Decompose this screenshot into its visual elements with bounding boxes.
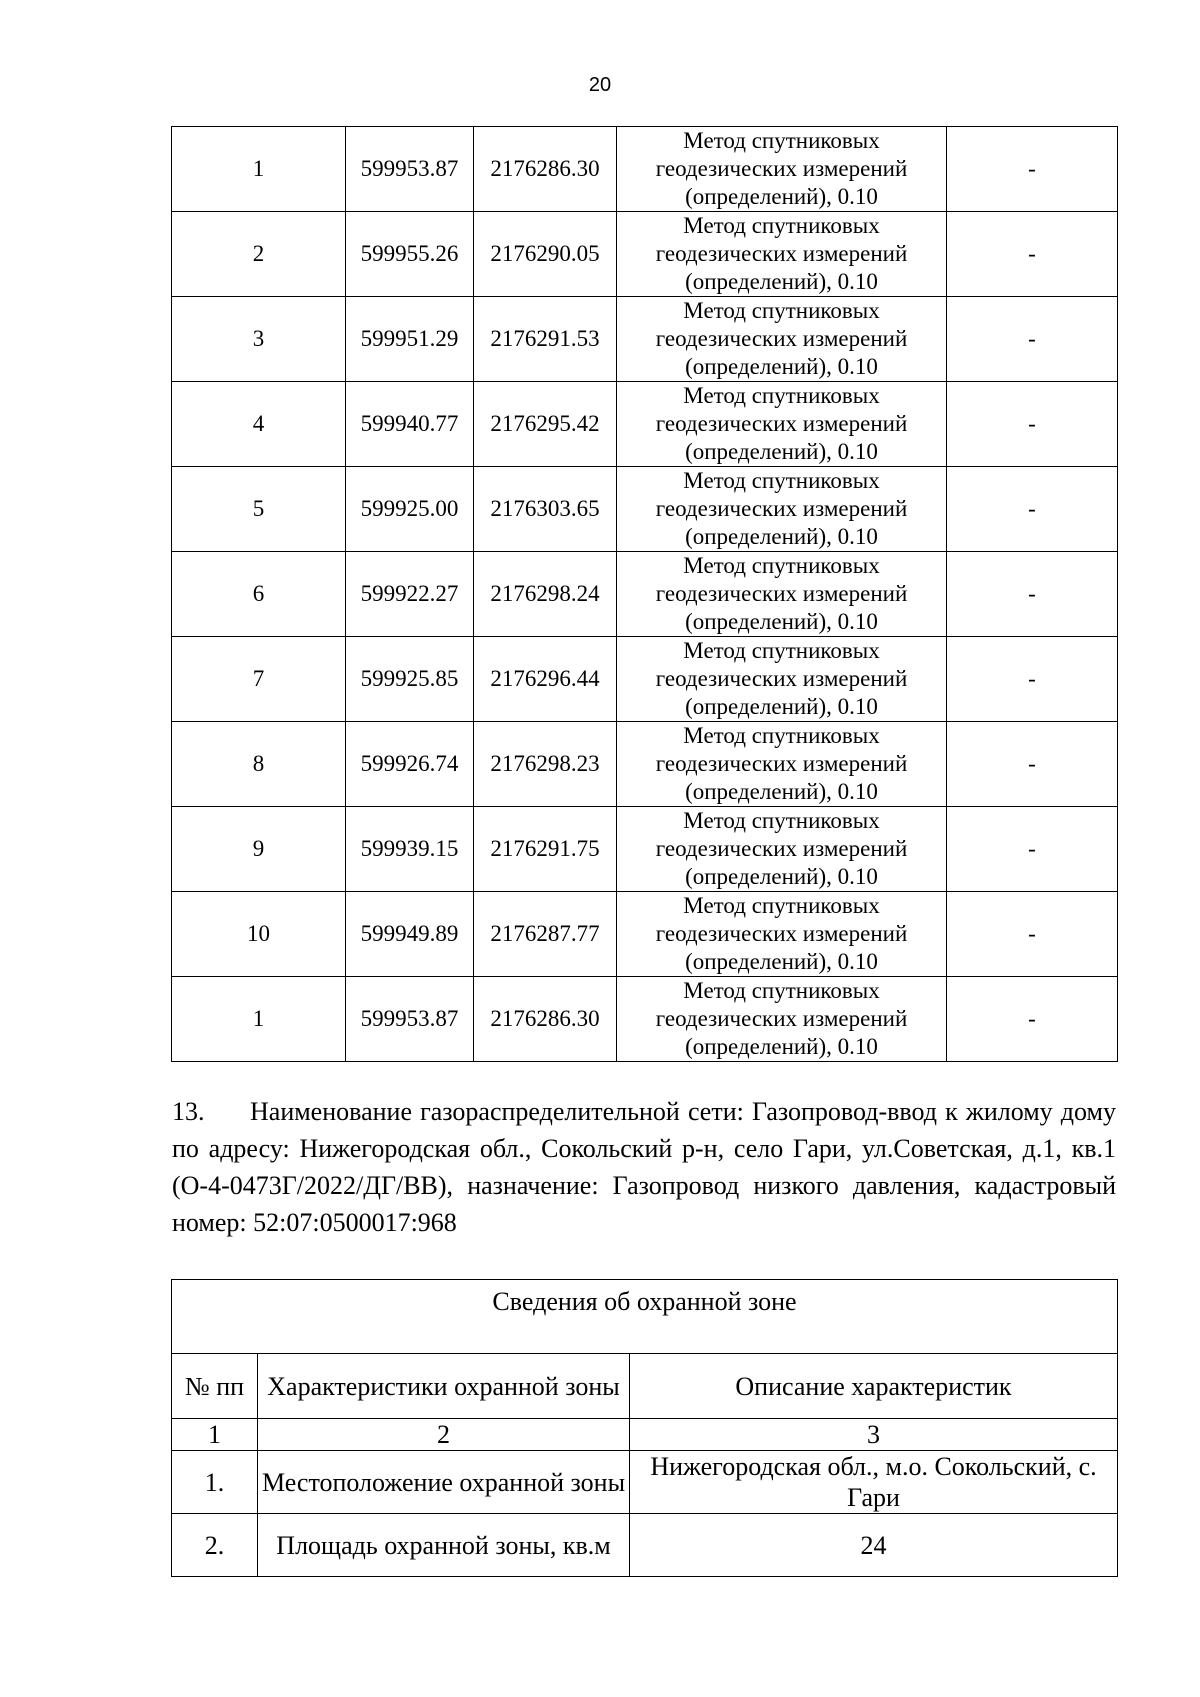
point-description: - xyxy=(947,382,1118,467)
point-description: - xyxy=(947,297,1118,382)
coordinate-row xyxy=(172,212,1118,297)
point-number: 1 xyxy=(172,977,346,1062)
point-number: 4 xyxy=(172,382,346,467)
point-number: 5 xyxy=(172,467,346,552)
y-coordinate: 2176298.23 xyxy=(474,722,617,807)
coordinates-table xyxy=(171,126,1118,1062)
y-coordinate: 2176296.44 xyxy=(474,637,617,722)
point-number: 2 xyxy=(172,212,346,297)
x-coordinate: 599953.87 xyxy=(346,977,474,1062)
x-coordinate: 599940.77 xyxy=(346,382,474,467)
coordinate-row xyxy=(172,722,1118,807)
coordinate-row xyxy=(172,297,1118,382)
point-number: 9 xyxy=(172,807,346,892)
row-characteristic: Площадь охранной зоны, кв.м xyxy=(258,1514,630,1577)
method-accuracy: Метод спутниковых геодезических измерений (определений), 0.10 xyxy=(617,977,947,1062)
index-cell: 1 xyxy=(172,1419,258,1451)
row-description: 24 xyxy=(630,1514,1118,1577)
coordinate-row xyxy=(172,637,1118,722)
zone-table-title: Сведения об охранной зоне xyxy=(172,1280,1118,1354)
row-characteristic: Местоположение охранной зоны xyxy=(258,1451,630,1514)
x-coordinate: 599951.29 xyxy=(346,297,474,382)
x-coordinate: 599922.27 xyxy=(346,552,474,637)
point-description: - xyxy=(947,212,1118,297)
method-accuracy: Метод спутниковых геодезических измерений (определений), 0.10 xyxy=(617,892,947,977)
x-coordinate: 599953.87 xyxy=(346,127,474,212)
y-coordinate: 2176298.24 xyxy=(474,552,617,637)
coordinate-row xyxy=(172,127,1118,212)
row-description: Нижегородская обл., м.о. Сокольский, с. Гари xyxy=(630,1451,1118,1514)
y-coordinate: 2176295.42 xyxy=(474,382,617,467)
point-number: 10 xyxy=(172,892,346,977)
point-number: 6 xyxy=(172,552,346,637)
x-coordinate: 599955.26 xyxy=(346,212,474,297)
method-accuracy: Метод спутниковых геодезических измерений (определений), 0.10 xyxy=(617,297,947,382)
point-description: - xyxy=(947,977,1118,1062)
point-description: - xyxy=(947,127,1118,212)
section-number: 13. xyxy=(172,1097,205,1126)
coordinate-row xyxy=(172,552,1118,637)
method-accuracy: Метод спутниковых геодезических измерений (определений), 0.10 xyxy=(617,467,947,552)
point-description: - xyxy=(947,892,1118,977)
method-accuracy: Метод спутниковых геодезических измерений (определений), 0.10 xyxy=(617,637,947,722)
y-coordinate: 2176287.77 xyxy=(474,892,617,977)
header-characteristic: Характеристики охранной зоны xyxy=(258,1354,630,1419)
coordinate-row xyxy=(172,467,1118,552)
coordinate-row xyxy=(172,892,1118,977)
point-number: 3 xyxy=(172,297,346,382)
x-coordinate: 599925.85 xyxy=(346,637,474,722)
point-number: 8 xyxy=(172,722,346,807)
x-coordinate: 599926.74 xyxy=(346,722,474,807)
index-cell: 3 xyxy=(630,1419,1118,1451)
point-description: - xyxy=(947,637,1118,722)
method-accuracy: Метод спутниковых геодезических измерений (определений), 0.10 xyxy=(617,552,947,637)
y-coordinate: 2176286.30 xyxy=(474,977,617,1062)
point-description: - xyxy=(947,722,1118,807)
zone-table-index-row xyxy=(172,1419,1118,1451)
row-number: 1. xyxy=(172,1451,258,1514)
coordinate-row xyxy=(172,382,1118,467)
y-coordinate: 2176290.05 xyxy=(474,212,617,297)
section-text: Наименование газораспределительной сети: Газопровод-ввод к жилому дому по адресу: Нижегородская обл., Сокольский р-н, село Гари, ул.Советская, д.1, кв.1 (О-4-0473Г/2022/ДГ/ВВ), назначение: Газопровод низкого давления, кадастровый номер: 52:07:0500017:968 xyxy=(172,1097,1116,1237)
x-coordinate: 599949.89 xyxy=(346,892,474,977)
point-number: 7 xyxy=(172,637,346,722)
method-accuracy: Метод спутниковых геодезических измерений (определений), 0.10 xyxy=(617,212,947,297)
method-accuracy: Метод спутниковых геодезических измерений (определений), 0.10 xyxy=(617,807,947,892)
protection-zone-table xyxy=(171,1279,1118,1577)
x-coordinate: 599925.00 xyxy=(346,467,474,552)
row-number: 2. xyxy=(172,1514,258,1577)
x-coordinate: 599939.15 xyxy=(346,807,474,892)
page-number: 20 xyxy=(588,74,612,96)
zone-table-row xyxy=(172,1514,1118,1577)
method-accuracy: Метод спутниковых геодезических измерений (определений), 0.10 xyxy=(617,382,947,467)
coordinate-row xyxy=(172,807,1118,892)
y-coordinate: 2176291.53 xyxy=(474,297,617,382)
section-13 xyxy=(172,1093,1116,1241)
y-coordinate: 2176286.30 xyxy=(474,127,617,212)
point-description: - xyxy=(947,807,1118,892)
point-number: 1 xyxy=(172,127,346,212)
y-coordinate: 2176303.65 xyxy=(474,467,617,552)
point-description: - xyxy=(947,552,1118,637)
zone-table-title-row xyxy=(172,1280,1118,1354)
method-accuracy: Метод спутниковых геодезических измерений (определений), 0.10 xyxy=(617,127,947,212)
zone-table-header-row xyxy=(172,1354,1118,1419)
zone-table-row xyxy=(172,1451,1118,1514)
point-description: - xyxy=(947,467,1118,552)
header-description: Описание характеристик xyxy=(630,1354,1118,1419)
index-cell: 2 xyxy=(258,1419,630,1451)
method-accuracy: Метод спутниковых геодезических измерений (определений), 0.10 xyxy=(617,722,947,807)
y-coordinate: 2176291.75 xyxy=(474,807,617,892)
header-number: № пп xyxy=(172,1354,258,1419)
coordinate-row xyxy=(172,977,1118,1062)
